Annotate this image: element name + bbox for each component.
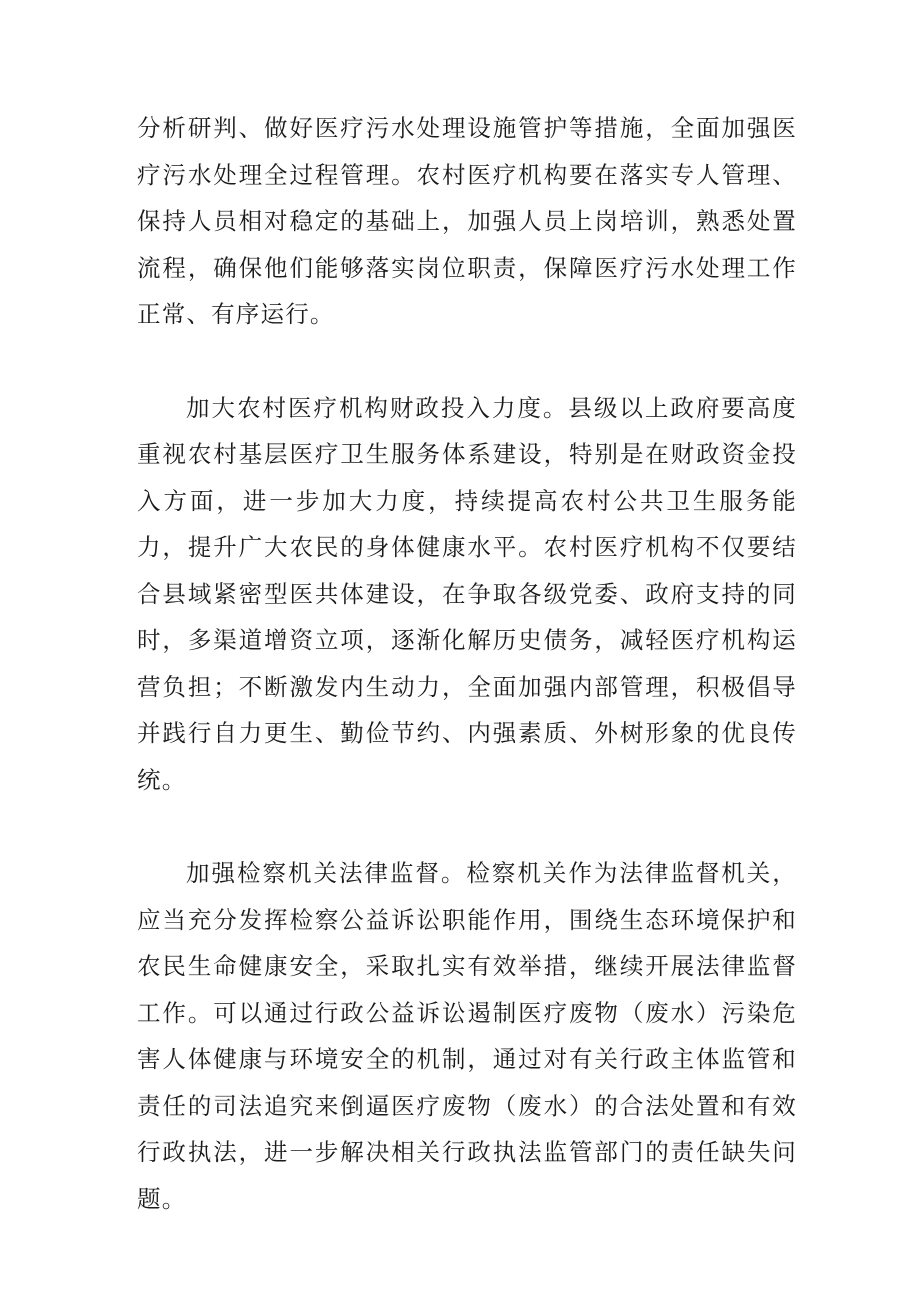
paragraph-continuation: 分析研判、做好医疗污水处理设施管护等措施，全面加强医疗污水处理全过程管理。农村医疗机构要在落实专人管理、保持人员相对稳定的基础上，加强人员上岗培训，熟悉处置流程，确保他们能够落实岗位职责，保障医疗污水处理工作正常、有序运行。 (137, 114, 797, 328)
document-body (137, 105, 797, 1222)
paragraph-fiscal-investment: 加大农村医疗机构财政投入力度。县级以上政府要高度重视农村基层医疗卫生服务体系建设，特别是在财政资金投入方面，进一步加大力度，持续提高农村公共卫生服务能力，提升广大农民的身体健康水平。农村医疗机构不仅要结合县域紧密型医共体建设，在争取各级党委、政府支持的同时，多渠道增资立项，逐渐化解历史债务，减轻医疗机构运营负担；不断激发内生动力，全面加强内部管理，积极倡导并践行自力更生、勤俭节约、内强素质、外树形象的优良传统。 (137, 393, 797, 794)
paragraph-procuratorial-supervision: 加强检察机关法律监督。检察机关作为法律监督机关，应当充分发挥检察公益诉讼职能作用，围绕生态环境保护和农民生命健康安全，采取扎实有效举措，继续开展法律监督工作。可以通过行政公益诉讼遏制医疗废物（废水）污染危害人体健康与环境安全的机制，通过对有关行政主体监管和责任的司法追究来倒逼医疗废物（废水）的合法处置和有效行政执法，进一步解决相关行政执法监管部门的责任缺失问题。 (137, 859, 797, 1213)
